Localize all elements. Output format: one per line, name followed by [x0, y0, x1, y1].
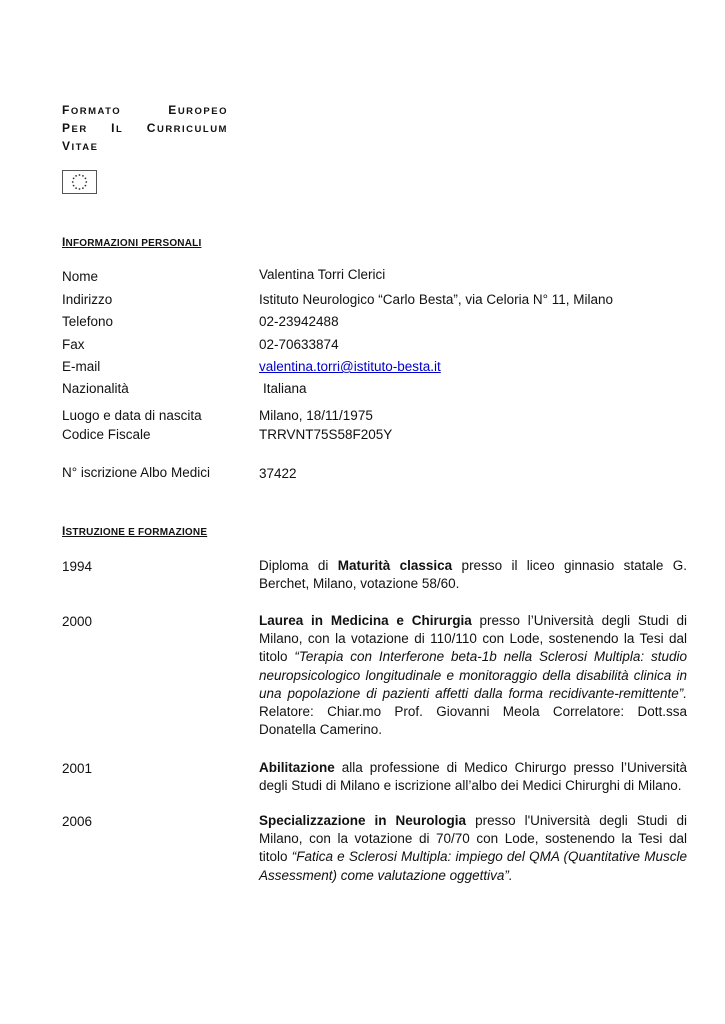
email-link[interactable]: valentina.torri@istituto-besta.it — [259, 359, 441, 374]
edu-entry-text — [259, 759, 687, 795]
edu-year: 1994 — [62, 559, 93, 574]
title-word: PER — [62, 121, 88, 135]
eu-flag-icon — [62, 170, 97, 194]
title-word: CURRICULUM — [146, 121, 228, 135]
bold-run: Maturità classica — [337, 558, 453, 573]
cv-format-title-line3 — [62, 139, 228, 153]
label-albo: N° iscrizione Albo Medici — [62, 465, 210, 480]
label-codice-fiscale: Codice Fiscale — [62, 427, 151, 442]
italic-run: “Fatica e Sclerosi Multipla: impiego del QMA (Quantitative Muscle Assessment) come valutazione oggettiva”. — [259, 849, 687, 883]
bold-run: Abilitazione — [259, 760, 335, 775]
edu-entry-text — [259, 557, 687, 593]
label-fax: Fax — [62, 337, 85, 352]
text-run: alla professione di Medico Chirurgo presso l’Università degli Studi di Milano e iscrizione all’albo dei Medici Chirurghi di Milano. — [259, 760, 687, 794]
section-title-personal: INFORMAZIONI PERSONALI — [62, 235, 202, 249]
title-word: FORMATO — [62, 103, 122, 117]
title-word: IL — [111, 121, 124, 135]
label-nascita: Luogo e data di nascita — [62, 408, 202, 423]
italic-run: “Terapia con Interferone beta-1b nella Sclerosi Multipla: studio neuropsicologico longitudinale e monitoraggio della disabilità clinica in una popolazione di pazienti affetti dalla forma recidivante-remittente”. — [259, 649, 687, 701]
text-run: Diploma di — [259, 558, 338, 573]
value-indirizzo: Istituto Neurologico “Carlo Besta”, via Celoria N° 11, Milano — [259, 292, 614, 307]
text-run: presso l’Università degli Studi di Milano, con la votazione di 110/110 con Lode, sostenendo la Tesi dal titolo — [259, 613, 687, 665]
value-nazionalita: Italiana — [263, 381, 307, 396]
value-codice-fiscale: TRRVNT75S58F205Y — [259, 427, 393, 442]
value-nascita: Milano, 18/11/1975 — [259, 408, 373, 423]
label-nazionalita: Nazionalità — [62, 381, 129, 396]
edu-year: 2006 — [62, 814, 93, 829]
value-nome: Valentina Torri Clerici — [259, 267, 386, 282]
label-telefono: Telefono — [62, 314, 114, 329]
value-email — [259, 359, 441, 374]
value-fax: 02-70633874 — [259, 337, 339, 352]
text-run: Relatore: Chiar.mo Prof. Giovanni Meola Correlatore: Dott.ssa Donatella Camerino. — [259, 704, 687, 738]
label-email: E-mail — [62, 359, 101, 374]
edu-year: 2000 — [62, 614, 93, 629]
edu-entry-text — [259, 812, 687, 885]
edu-year: 2001 — [62, 761, 93, 776]
label-indirizzo: Indirizzo — [62, 292, 113, 307]
label-nome: Nome — [62, 269, 99, 284]
text-run: presso l'Università degli Studi di Milano, con la votazione di 70/70 con Lode, sostenendo la Tesi dal titolo — [259, 813, 688, 865]
section-title-education: ISTRUZIONE E FORMAZIONE — [62, 524, 208, 538]
bold-run: Specializzazione in Neurologia — [259, 813, 467, 828]
cv-format-title-line2 — [62, 121, 228, 135]
edu-entry-text — [259, 612, 687, 739]
title-word: EUROPEO — [168, 103, 228, 117]
title-word: VITAE — [62, 139, 99, 153]
cv-format-title-line1 — [62, 103, 228, 117]
value-telefono: 02-23942488 — [259, 314, 339, 329]
bold-run: Laurea in Medicina e Chirurgia — [259, 613, 472, 628]
text-run: presso il liceo ginnasio statale G. Berchet, Milano, votazione 58/60. — [259, 558, 687, 592]
value-albo: 37422 — [259, 466, 297, 481]
